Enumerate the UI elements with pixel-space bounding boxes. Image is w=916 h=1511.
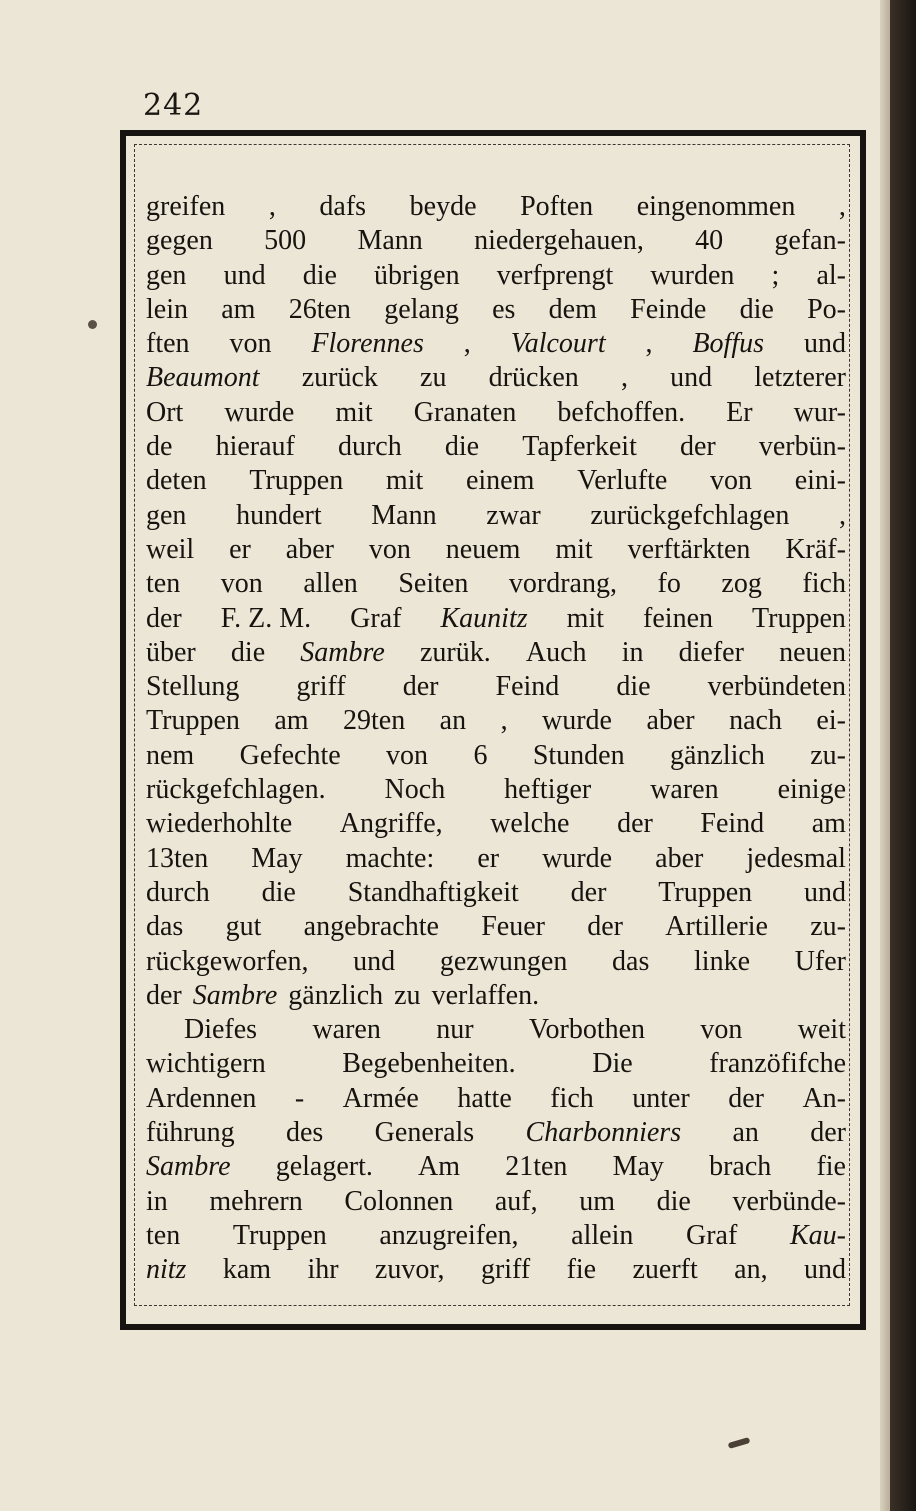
- word: der: [146, 979, 182, 1011]
- word: ei-: [816, 705, 846, 737]
- word: Poften: [520, 191, 594, 222]
- text-line: [146, 1047, 846, 1081]
- text-line: [146, 636, 846, 670]
- text-line: [146, 842, 846, 876]
- word: zu: [394, 979, 421, 1011]
- word: ihr: [307, 1254, 339, 1286]
- word: der: [146, 602, 182, 634]
- word: befchoffen.: [557, 396, 686, 428]
- word: ften: [146, 328, 190, 360]
- book-spine: [890, 0, 916, 1511]
- word: diefer: [678, 636, 744, 668]
- word: wurde: [224, 396, 295, 428]
- word: Standhaftigkeit: [347, 876, 519, 908]
- word: zurük.: [419, 636, 491, 668]
- word: lein: [146, 293, 188, 325]
- word: Artillerie: [665, 911, 768, 943]
- word: griff: [296, 671, 346, 703]
- word: verbünde-: [732, 1185, 846, 1217]
- word: ,: [620, 362, 628, 394]
- word: dem: [548, 293, 597, 325]
- word: waren: [650, 774, 719, 806]
- word: An-: [802, 1082, 846, 1114]
- word: Po-: [807, 293, 846, 325]
- word: eingenommen: [636, 191, 796, 222]
- word: gänzlich: [670, 739, 765, 771]
- word: am: [811, 808, 846, 840]
- word: zog: [721, 568, 762, 600]
- text-line: [146, 567, 846, 601]
- word: Armée: [342, 1082, 419, 1114]
- word: die: [444, 431, 480, 463]
- word: die: [302, 259, 337, 291]
- word: ,: [838, 191, 846, 222]
- word: niedergehauen,: [474, 225, 644, 257]
- word: mit: [385, 465, 424, 497]
- word: fo: [657, 568, 681, 600]
- word: linke: [694, 945, 751, 977]
- text-line: [146, 1253, 846, 1287]
- word: ,: [268, 191, 276, 222]
- word: die: [656, 1185, 691, 1217]
- italic-word: Florennes: [311, 328, 424, 360]
- word: zurückgefchlagen: [590, 499, 790, 531]
- body-text: [146, 190, 846, 1288]
- word: ,: [500, 705, 508, 737]
- word: heftiger: [504, 774, 592, 806]
- word: am: [274, 705, 309, 737]
- text-line: [146, 910, 846, 944]
- word: ten: [146, 568, 181, 600]
- word: an: [732, 1117, 759, 1149]
- word: gegen: [146, 225, 213, 257]
- word: mit: [335, 396, 373, 428]
- text-line: [146, 1150, 846, 1184]
- word: wiederhohlte: [146, 808, 293, 840]
- italic-word: Sambre: [300, 636, 385, 668]
- text-line: [146, 293, 846, 327]
- word: Feinde: [630, 293, 707, 325]
- word: nach: [729, 705, 782, 737]
- text-line: [146, 807, 846, 841]
- word: franzöfifche: [709, 1048, 846, 1080]
- word: letzterer: [754, 362, 846, 394]
- page-number: 242: [143, 88, 204, 123]
- word: 40: [695, 225, 724, 257]
- word: gelagert.: [275, 1151, 373, 1183]
- word: und: [803, 328, 846, 360]
- word: Graf: [350, 602, 402, 634]
- text-line: [146, 979, 846, 1013]
- word: Die: [592, 1048, 633, 1080]
- word: ,: [463, 328, 471, 360]
- word: die: [230, 636, 266, 668]
- word: und: [353, 945, 396, 977]
- word: zu-: [810, 911, 846, 943]
- text-line: [146, 945, 846, 979]
- word: verbündeten: [707, 671, 846, 703]
- word: von: [709, 465, 752, 497]
- word: aber: [646, 705, 695, 737]
- word: in: [621, 636, 644, 668]
- word: er: [229, 533, 251, 565]
- word: verftärkten: [627, 533, 751, 565]
- word: Kräf-: [785, 533, 846, 565]
- word: -: [294, 1082, 305, 1114]
- italic-word: Kaunitz: [440, 602, 528, 634]
- word: Feind: [700, 808, 765, 840]
- word: Tapferkeit: [522, 431, 637, 463]
- ink-dot: [88, 320, 97, 329]
- text-line: [146, 1013, 846, 1047]
- word: am: [221, 293, 256, 325]
- word: durch: [146, 876, 210, 908]
- word: der: [679, 431, 716, 463]
- word: wurde: [542, 705, 612, 737]
- text-line: [146, 259, 846, 293]
- word: zuvor,: [374, 1254, 445, 1286]
- word: er: [477, 842, 500, 874]
- word: die: [616, 671, 651, 703]
- word: von: [229, 328, 272, 360]
- word: ten: [146, 1219, 181, 1251]
- text-line: [146, 464, 846, 498]
- word: zwar: [486, 499, 541, 531]
- word: allen: [303, 568, 358, 600]
- word: Ufer: [794, 945, 846, 977]
- word: 26ten: [288, 293, 351, 325]
- word: gänzlich: [288, 979, 384, 1011]
- word: fich: [550, 1082, 594, 1114]
- text-line: [146, 670, 846, 704]
- page-edge: [880, 0, 890, 1511]
- word: Mann: [371, 499, 437, 531]
- word: Truppen: [752, 602, 846, 634]
- word: vordrang,: [508, 568, 617, 600]
- word: neuem: [445, 533, 521, 565]
- word: Stellung: [146, 671, 240, 703]
- italic-word: Sambre: [192, 979, 278, 1011]
- word: auf,: [494, 1185, 538, 1217]
- text-line: [146, 739, 846, 773]
- word: waren: [312, 1014, 381, 1046]
- word: einige: [777, 774, 846, 806]
- word: ,: [838, 499, 846, 531]
- word: allein: [571, 1219, 634, 1251]
- word: und: [804, 876, 846, 908]
- word: 500: [264, 225, 307, 257]
- word: machte:: [345, 842, 435, 874]
- word: der: [810, 1117, 846, 1149]
- word: 21ten: [505, 1151, 568, 1183]
- word: es: [492, 293, 516, 325]
- text-line: [146, 499, 846, 533]
- word: deten: [146, 465, 207, 497]
- word: Stunden: [532, 739, 625, 771]
- word: gen: [146, 499, 187, 531]
- word: Truppen: [146, 705, 240, 737]
- word: zu: [420, 362, 447, 394]
- word: Granaten: [413, 396, 517, 428]
- word: Angriffe,: [339, 808, 443, 840]
- word: einem: [465, 465, 535, 497]
- word: al-: [816, 259, 846, 291]
- word: um: [579, 1185, 616, 1217]
- word: weil: [146, 533, 195, 565]
- word: in: [146, 1185, 168, 1217]
- word: zurück: [301, 362, 378, 394]
- text-line: [146, 876, 846, 910]
- italic-word: Valcourt: [510, 328, 606, 360]
- word: von: [386, 739, 429, 771]
- word: nem: [146, 739, 195, 771]
- word: Ort: [146, 396, 184, 428]
- text-line: [146, 704, 846, 738]
- word: wur-: [793, 396, 846, 428]
- italic-word: Boffus: [692, 328, 765, 360]
- word: anzugreifen,: [379, 1219, 519, 1251]
- word: welche: [490, 808, 570, 840]
- word: hundert: [236, 499, 322, 531]
- word: des: [286, 1117, 324, 1149]
- word: gezwungen: [439, 945, 568, 977]
- word: fie: [566, 1254, 597, 1286]
- word: zu-: [810, 739, 846, 771]
- word: eini-: [794, 465, 846, 497]
- word: wurden: [650, 259, 735, 291]
- word: das: [146, 911, 184, 943]
- word: mit: [555, 533, 593, 565]
- word: von: [368, 533, 411, 565]
- word: die: [739, 293, 774, 325]
- word: jedesmal: [746, 842, 846, 874]
- text-line: [146, 1082, 846, 1116]
- word: der: [617, 808, 653, 840]
- word: Er: [726, 396, 753, 428]
- text-line: [146, 1116, 846, 1150]
- italic-word: Charbonniers: [525, 1117, 682, 1149]
- word: dafs: [319, 191, 367, 222]
- word: 29ten: [343, 705, 406, 737]
- word: die: [261, 876, 296, 908]
- word: May: [612, 1151, 664, 1183]
- text-line: [146, 773, 846, 807]
- word: gelang: [384, 293, 459, 325]
- word: führung: [146, 1117, 235, 1149]
- word: und: [803, 1254, 846, 1286]
- word: brach: [709, 1151, 772, 1183]
- italic-word: Beaumont: [146, 362, 260, 394]
- word: Am: [418, 1151, 461, 1183]
- word: von: [700, 1014, 743, 1046]
- word: Feind: [495, 671, 560, 703]
- word: drücken: [488, 362, 579, 394]
- word: und: [670, 362, 713, 394]
- word: kam: [222, 1254, 272, 1286]
- word: aber: [285, 533, 334, 565]
- word: griff: [480, 1254, 531, 1286]
- word: der: [728, 1082, 764, 1114]
- word: Begebenheiten.: [342, 1048, 516, 1080]
- word: gut: [225, 911, 262, 943]
- text-line: [146, 224, 846, 258]
- word: verbün-: [758, 431, 846, 463]
- word: und: [223, 259, 266, 291]
- text-line: [146, 327, 846, 361]
- word: verfprengt: [496, 259, 614, 291]
- word: Colonnen: [344, 1185, 454, 1217]
- word: rückgefchlagen.: [146, 774, 326, 806]
- word: unter: [632, 1082, 690, 1114]
- word: angebrachte: [303, 911, 439, 943]
- word: aber: [655, 842, 704, 874]
- text-line: [146, 1185, 846, 1219]
- word: May: [251, 842, 303, 874]
- ink-smudge: [728, 1437, 751, 1449]
- word: Auch: [525, 636, 587, 668]
- word: mit: [566, 602, 605, 634]
- word: Ardennen: [146, 1082, 257, 1114]
- word: der: [402, 671, 439, 703]
- word: Truppen: [658, 876, 753, 908]
- word: weit: [797, 1014, 846, 1046]
- word: greifen: [146, 191, 226, 222]
- word: übrigen: [374, 259, 460, 291]
- text-line: [146, 190, 846, 224]
- word: gen: [146, 259, 187, 291]
- word: von: [220, 568, 263, 600]
- word: Seiten: [398, 568, 469, 600]
- word: hierauf: [215, 431, 295, 463]
- word: an: [439, 705, 467, 737]
- italic-word: Sambre: [146, 1151, 231, 1183]
- word: der: [570, 876, 607, 908]
- word: an,: [734, 1254, 768, 1286]
- text-line: [146, 533, 846, 567]
- text-line: [146, 602, 846, 636]
- text-line: [146, 430, 846, 464]
- word: Noch: [384, 774, 446, 806]
- word: Vorbothen: [528, 1014, 646, 1046]
- word: feinen: [643, 602, 714, 634]
- word: neuen: [779, 636, 846, 668]
- word: wurde: [542, 842, 613, 874]
- text-line: [146, 396, 846, 430]
- word: gefan-: [774, 225, 846, 257]
- word: Feuer: [481, 911, 545, 943]
- word: Truppen: [232, 1219, 327, 1251]
- word: ;: [771, 259, 780, 291]
- word: Graf: [686, 1219, 738, 1251]
- word: hatte: [457, 1082, 512, 1114]
- text-line: [146, 1219, 846, 1253]
- word: ,: [645, 328, 653, 360]
- word: der: [587, 911, 624, 943]
- word: Verlufte: [577, 465, 668, 497]
- word: verlaffen.: [431, 979, 540, 1011]
- italic-word: nitz: [146, 1254, 187, 1286]
- word: über: [146, 636, 196, 668]
- word: 6: [473, 739, 488, 771]
- word: nur: [436, 1014, 474, 1046]
- word: fich: [802, 568, 846, 600]
- word: Diefes: [184, 1014, 258, 1046]
- word: mehrern: [209, 1185, 303, 1217]
- word: Generals: [374, 1117, 475, 1149]
- word: Gefechte: [239, 739, 341, 771]
- word: F. Z. M.: [220, 602, 312, 634]
- word: das: [612, 945, 650, 977]
- word: zuerft: [632, 1254, 698, 1286]
- text-line: [146, 361, 846, 395]
- word: fie: [816, 1151, 846, 1183]
- word: 13ten: [146, 842, 209, 874]
- word: de: [146, 431, 173, 463]
- word: Truppen: [249, 465, 344, 497]
- word: wichtigern: [146, 1048, 266, 1080]
- word: durch: [337, 431, 402, 463]
- word: Mann: [357, 225, 423, 257]
- word: rückgeworfen,: [146, 945, 309, 977]
- italic-word: Kau-: [789, 1219, 846, 1251]
- word: beyde: [409, 191, 477, 222]
